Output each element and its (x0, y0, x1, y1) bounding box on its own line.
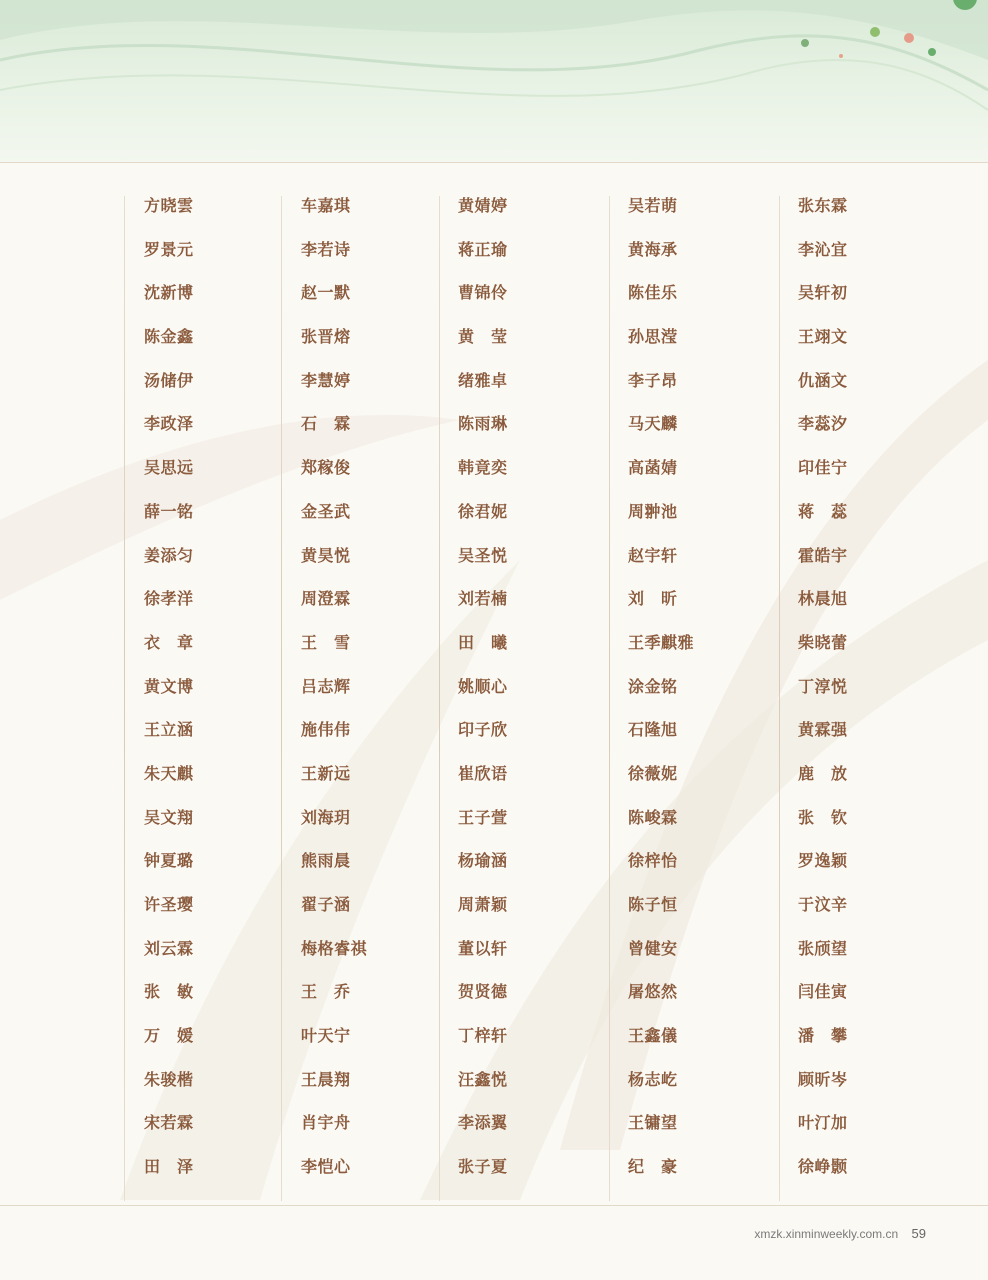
name-entry: 吕志辉 (301, 676, 351, 696)
name-entry: 印佳宁 (798, 458, 848, 478)
name-entry: 霍皓宇 (798, 545, 848, 565)
name-entry: 徐孝洋 (144, 589, 194, 609)
name-entry: 刘云霖 (144, 938, 194, 958)
name-entry: 李添翼 (458, 1113, 508, 1133)
name-entry: 印子欣 (458, 720, 508, 740)
name-entry: 姚顺心 (458, 676, 508, 696)
name-entry: 叶天宁 (301, 1026, 351, 1046)
name-entry: 高菡婧 (628, 458, 678, 478)
name-entry: 赵一默 (301, 283, 351, 303)
name-entry: 田 曦 (458, 632, 508, 652)
name-entry: 王季麒雅 (628, 632, 695, 652)
name-entry: 王 雪 (301, 632, 351, 652)
name-entry: 汪鑫悦 (458, 1069, 508, 1089)
name-entry: 周翀池 (628, 501, 678, 521)
name-entry: 贺贤德 (458, 982, 508, 1002)
name-entry: 徐峥颢 (798, 1157, 848, 1177)
name-entry: 潘 攀 (798, 1026, 848, 1046)
name-entry: 金圣武 (301, 501, 351, 521)
name-entry: 陈佳乐 (628, 283, 678, 303)
name-column-1 (144, 194, 294, 1199)
name-entry: 方晓雲 (144, 196, 194, 215)
name-entry: 仇涵文 (798, 370, 848, 390)
name-entry: 王鑫儀 (628, 1026, 678, 1046)
name-entry: 徐薇妮 (628, 763, 678, 783)
page-footer (754, 1226, 926, 1241)
name-entry: 崔欣语 (458, 763, 508, 783)
name-entry: 董以轩 (458, 938, 508, 958)
name-entry: 陈子恒 (628, 895, 678, 914)
name-entry: 陈峻霖 (628, 807, 678, 827)
name-entry: 闫佳寅 (798, 982, 848, 1002)
name-entry: 吴轩初 (798, 283, 848, 303)
name-entry: 罗逸颖 (798, 851, 848, 871)
name-entry: 张晋熔 (301, 327, 351, 347)
name-column-4 (628, 194, 778, 1199)
name-entry: 周澄霖 (301, 589, 351, 609)
name-entry: 熊雨晨 (301, 851, 351, 871)
name-entry: 吴若萌 (628, 196, 678, 215)
name-entry: 叶汀加 (798, 1113, 848, 1133)
name-entry: 王子萱 (458, 807, 508, 827)
name-entry: 郑稼俊 (301, 458, 351, 478)
name-entry: 王新远 (301, 763, 351, 783)
name-entry: 王立涵 (144, 720, 194, 740)
name-entry: 许圣璎 (144, 895, 194, 914)
name-entry: 吴思远 (144, 458, 194, 478)
name-entry: 王翊文 (798, 327, 848, 347)
name-entry: 万 媛 (144, 1026, 194, 1046)
name-entry: 陈雨琳 (458, 414, 508, 434)
name-entry: 王 乔 (301, 982, 351, 1002)
name-entry: 张颀望 (798, 938, 848, 958)
name-entry: 黄文博 (144, 676, 194, 696)
name-entry: 陈金鑫 (144, 327, 194, 347)
name-entry: 绪雅卓 (458, 370, 508, 390)
name-entry: 汤储伊 (144, 370, 194, 390)
name-entry: 刘若楠 (458, 589, 508, 609)
name-entry: 丁梓轩 (458, 1026, 508, 1046)
name-entry: 曹锦伶 (458, 283, 508, 303)
name-entry: 黄婧婷 (458, 196, 508, 215)
name-entry: 刘 昕 (628, 589, 678, 609)
name-entry: 刘海玥 (301, 807, 351, 827)
page-number: 59 (911, 1226, 926, 1241)
name-entry: 黄霖强 (798, 720, 848, 740)
name-entry: 李沁宜 (798, 239, 848, 259)
name-entry: 顾昕岑 (798, 1069, 848, 1089)
name-entry: 赵宇轩 (628, 545, 678, 565)
name-entry: 薛一铭 (144, 501, 194, 521)
name-entry: 孙思滢 (628, 327, 678, 347)
name-entry: 黄海承 (628, 239, 678, 259)
name-entry: 石隆旭 (628, 720, 678, 740)
name-entry: 柴晓蕾 (798, 632, 848, 652)
name-entry: 衣 章 (144, 632, 194, 652)
name-column-3 (458, 194, 608, 1199)
footer-divider (0, 1205, 988, 1206)
name-entry: 曾健安 (628, 938, 678, 958)
name-entry: 杨志屹 (628, 1069, 678, 1089)
name-entry: 李子昂 (628, 370, 678, 390)
name-entry: 李蕊汐 (798, 414, 848, 434)
name-entry: 蒋 蕊 (798, 501, 848, 521)
name-entry: 李政泽 (144, 414, 194, 434)
name-column-5 (798, 194, 948, 1199)
name-entry: 宋若霖 (144, 1113, 194, 1133)
name-entry: 张子夏 (458, 1157, 508, 1177)
column-divider (124, 196, 125, 1201)
name-entry: 张 敏 (144, 982, 194, 1002)
name-entry: 杨瑜涵 (458, 851, 508, 871)
name-entry: 黄昊悦 (301, 545, 351, 565)
name-entry: 蒋正瑜 (458, 239, 508, 259)
footer-url[interactable]: xmzk.xinminweekly.com.cn (754, 1227, 899, 1241)
name-entry: 梅格睿祺 (301, 938, 368, 958)
name-entry: 翟子涵 (301, 895, 351, 914)
column-divider (609, 196, 610, 1201)
name-entry: 林晨旭 (798, 589, 848, 609)
name-entry: 车嘉琪 (301, 196, 351, 215)
name-entry: 沈新博 (144, 283, 194, 303)
name-entry: 于汶辛 (798, 895, 848, 914)
name-entry: 周萧颖 (458, 895, 508, 914)
name-entry: 朱骏楷 (144, 1069, 194, 1089)
name-entry: 徐君妮 (458, 501, 508, 521)
name-entry: 屠悠然 (628, 982, 678, 1002)
name-entry: 施伟伟 (301, 720, 351, 740)
name-entry: 吴圣悦 (458, 545, 508, 565)
name-entry: 鹿 放 (798, 763, 848, 783)
name-entry: 肖宇舟 (301, 1113, 351, 1133)
name-entry: 李若诗 (301, 239, 351, 259)
name-entry: 罗景元 (144, 239, 194, 259)
name-entry: 涂金铭 (628, 676, 678, 696)
name-entry: 王晨翔 (301, 1069, 351, 1089)
name-entry: 徐梓怡 (628, 851, 678, 871)
column-divider (779, 196, 780, 1201)
name-entry: 张 钦 (798, 807, 848, 827)
name-entry: 吴文翔 (144, 807, 194, 827)
name-entry: 李慧婷 (301, 370, 351, 390)
name-entry: 张东霖 (798, 196, 848, 215)
name-entry: 朱天麒 (144, 763, 194, 783)
name-entry: 韩竟奕 (458, 458, 508, 478)
name-entry: 姜添匀 (144, 545, 194, 565)
name-entry: 丁淳悦 (798, 676, 848, 696)
name-entry: 纪 豪 (628, 1157, 678, 1177)
name-entry: 钟夏璐 (144, 851, 194, 871)
name-entry: 田 泽 (144, 1157, 194, 1177)
name-column-2 (301, 194, 451, 1199)
name-entry: 李恺心 (301, 1157, 351, 1177)
name-entry: 石 霖 (301, 414, 351, 434)
name-entry: 马天麟 (628, 414, 678, 434)
name-entry: 王镛望 (628, 1113, 678, 1133)
name-entry: 黄 莹 (458, 327, 508, 347)
